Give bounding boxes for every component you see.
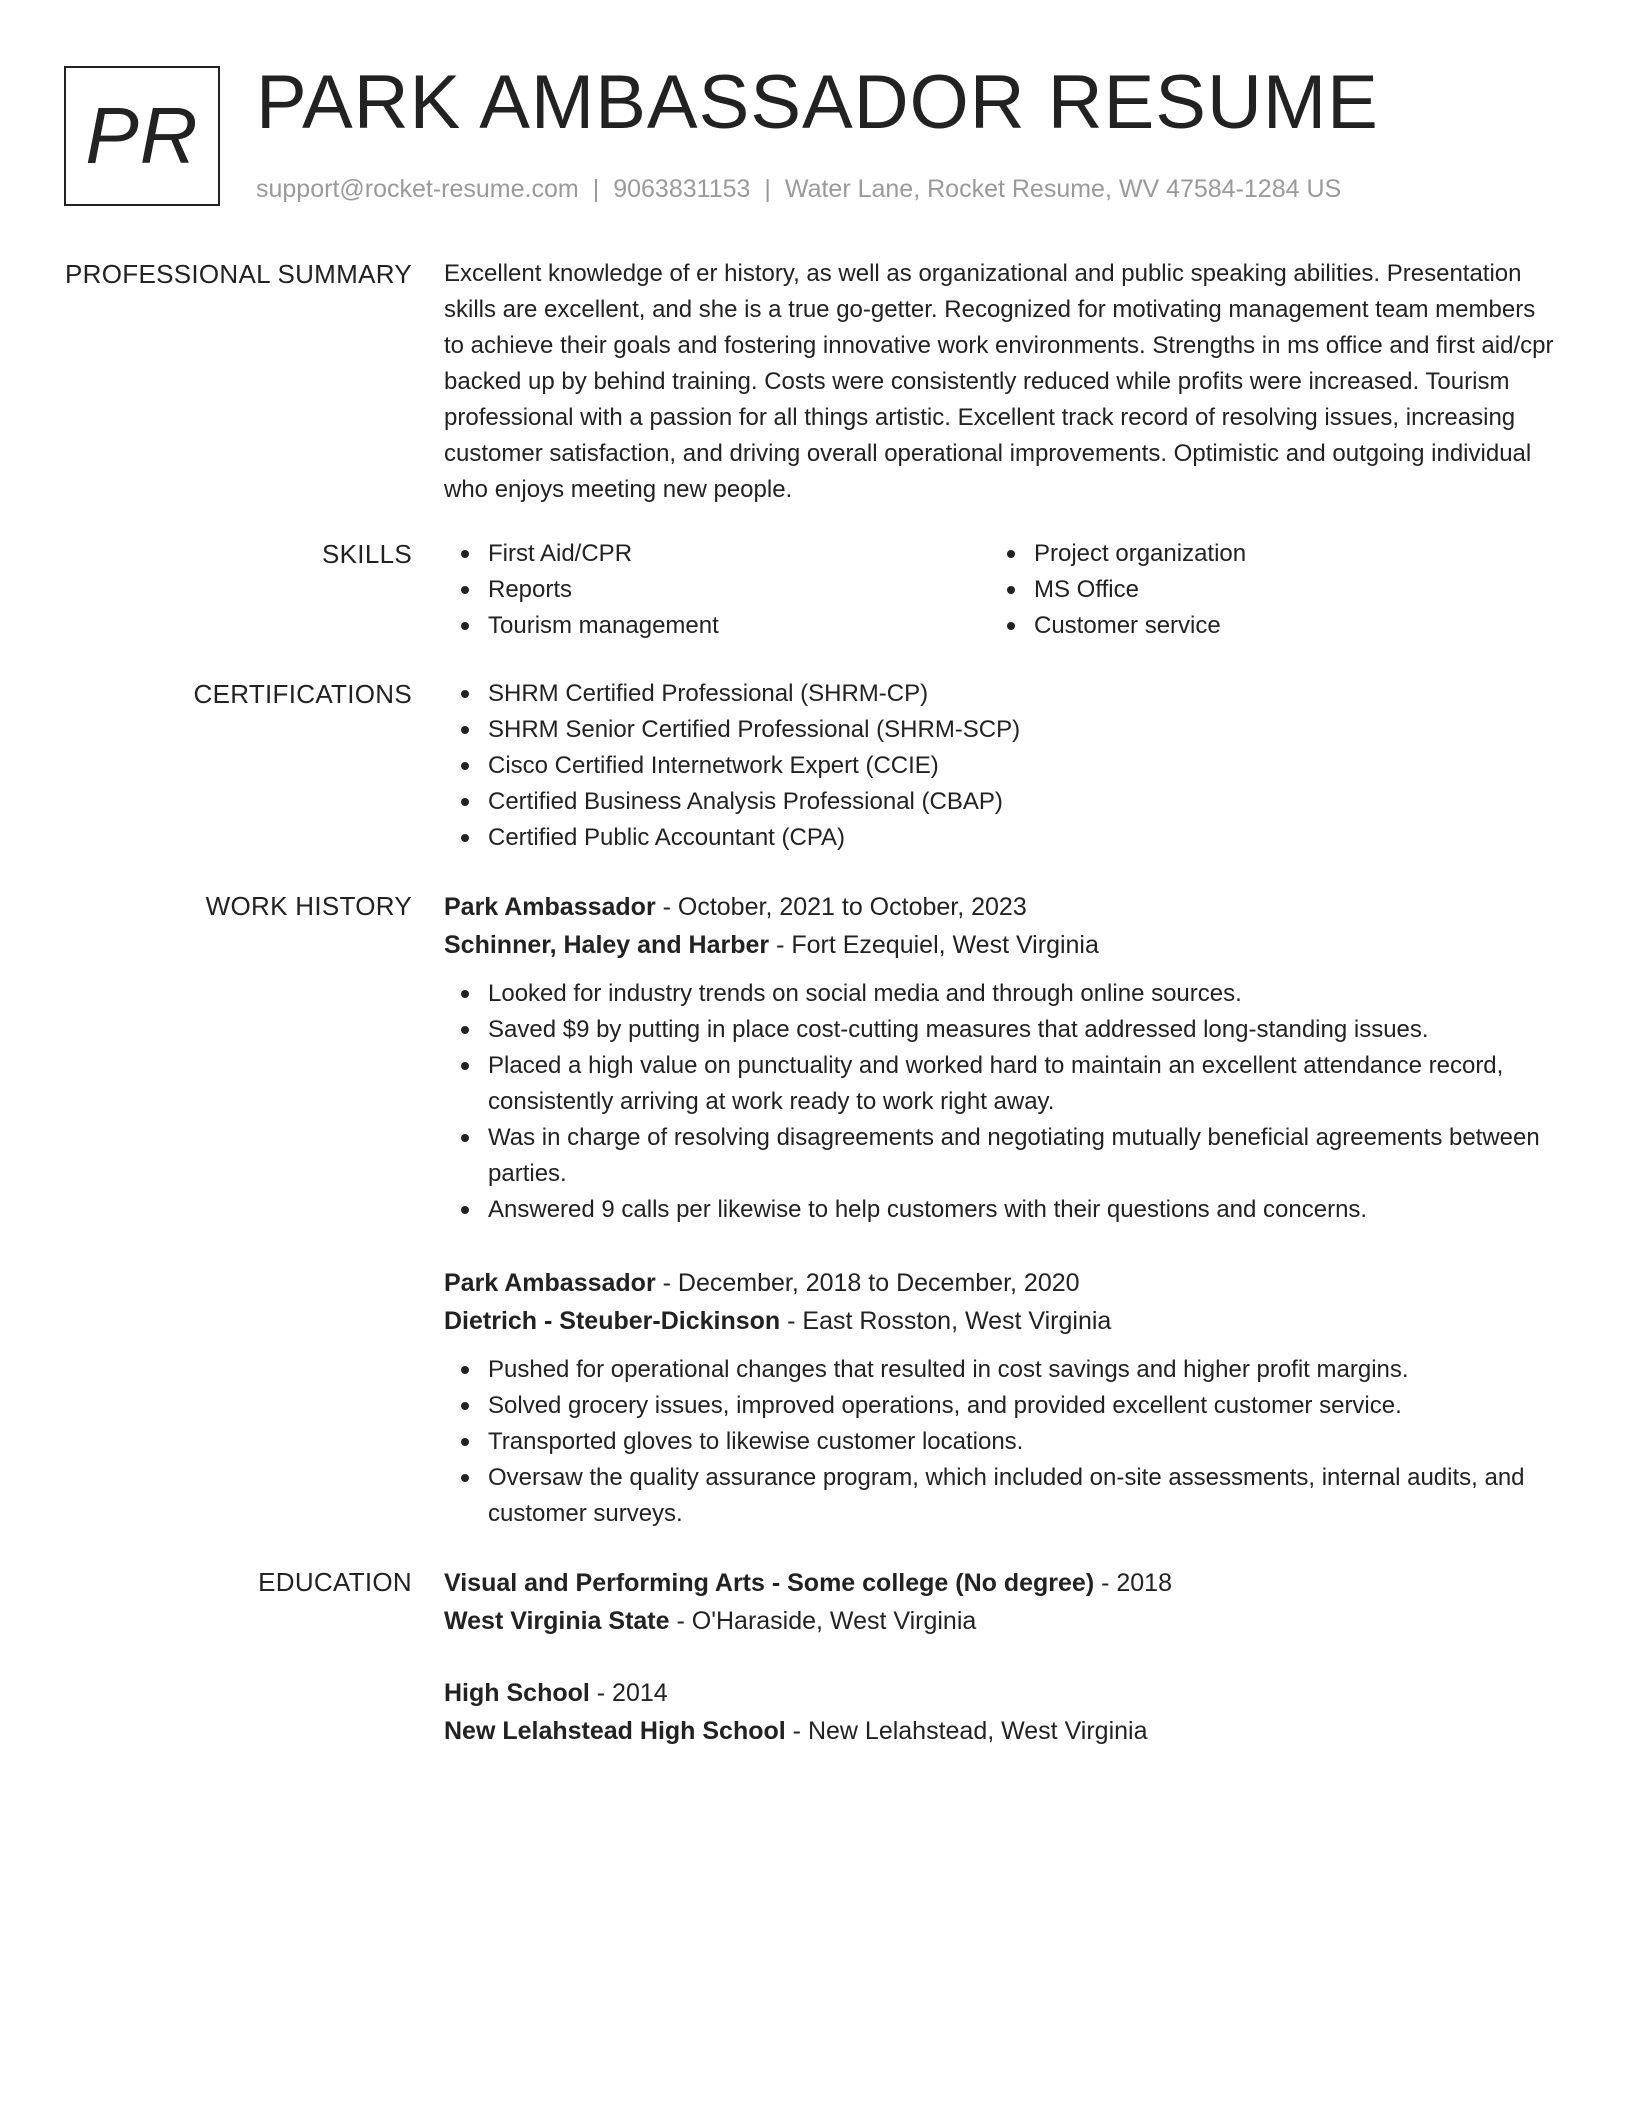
section-label-work-history: WORK HISTORY [205, 891, 412, 921]
monogram-initials: PR [85, 91, 199, 180]
education-degree: Visual and Performing Arts - Some college (No degree) [444, 1569, 1095, 1597]
education-entry [444, 1564, 1559, 1640]
education-school-line [444, 1602, 1559, 1640]
contact-address: Water Lane, Rocket Resume, WV 47584-1284 US [784, 175, 1342, 203]
section-label-skills: SKILLS [322, 539, 412, 569]
certification-item: Certified Public Accountant (CPA) [444, 820, 1559, 856]
education-location: - New Lelahstead, West Virginia [785, 1717, 1148, 1745]
skills-list-right [990, 536, 1536, 644]
skill-item: Reports [444, 572, 990, 608]
job-bullet: Answered 9 calls per likewise to help customers with their questions and concerns. [444, 1192, 1559, 1228]
summary-text: Excellent knowledge of er history, as well as organizational and public speaking abilities. Presentation skills are excellent, and she is a true go-getter. Recognized for motivating management team members to achieve their goals and fostering innovative work environments. Strengths in ms office and first aid/cpr backed up by behind training. Costs were consistently reduced while profits were increased. Tourism professional with a passion for all things artistic. Excellent track record of resolving issues, increasing customer satisfaction, and driving overall operational improvements. Optimistic and outgoing individual who enjoys meeting new people. [444, 260, 1554, 503]
education-school-line [444, 1712, 1559, 1750]
job-bullets [444, 1352, 1559, 1532]
job-entry [444, 1264, 1559, 1532]
job-dates: - October, 2021 to October, 2023 [655, 893, 1027, 921]
job-bullets [444, 976, 1559, 1228]
education-school: West Virginia State [444, 1607, 670, 1635]
certifications-list [444, 676, 1559, 856]
job-company-line [444, 1302, 1559, 1340]
section-label-summary: PROFESSIONAL SUMMARY [65, 259, 412, 289]
certifications-body [444, 676, 1559, 856]
contact-line [256, 172, 1341, 206]
job-company: Dietrich - Steuber-Dickinson [444, 1307, 781, 1335]
job-title-line [444, 888, 1559, 926]
education-degree-line [444, 1674, 1559, 1712]
certification-item: Certified Business Analysis Professional (CBAP) [444, 784, 1559, 820]
skill-item: Customer service [990, 608, 1536, 644]
job-location: - Fort Ezequiel, West Virginia [769, 931, 1099, 959]
education-year: - 2014 [589, 1679, 668, 1707]
job-bullet: Solved grocery issues, improved operations, and provided excellent customer service. [444, 1388, 1559, 1424]
education-degree-line [444, 1564, 1559, 1602]
job-title: Park Ambassador [444, 1269, 656, 1297]
education-entry [444, 1674, 1559, 1750]
job-entry [444, 888, 1559, 1228]
education-year: - 2018 [1094, 1569, 1172, 1597]
skills-body [444, 536, 1559, 644]
skill-item: Tourism management [444, 608, 990, 644]
job-company-line [444, 926, 1559, 964]
certification-item: Cisco Certified Internetwork Expert (CCIE) [444, 748, 1559, 784]
job-bullet: Transported gloves to likewise customer locations. [444, 1424, 1559, 1460]
job-title-line [444, 1264, 1559, 1302]
section-label-certifications: CERTIFICATIONS [193, 679, 412, 709]
job-bullet: Was in charge of resolving disagreements and negotiating mutually beneficial agreements between parties. [444, 1120, 1559, 1192]
job-company: Schinner, Haley and Harber [444, 931, 770, 959]
skill-item: Project organization [990, 536, 1536, 572]
skill-item: First Aid/CPR [444, 536, 990, 572]
job-title: Park Ambassador [444, 893, 656, 921]
certification-item: SHRM Senior Certified Professional (SHRM-SCP) [444, 712, 1559, 748]
contact-separator: | [764, 175, 771, 203]
monogram-badge [64, 66, 220, 206]
section-label-education: EDUCATION [258, 1567, 412, 1597]
contact-email: support@rocket-resume.com [256, 175, 579, 203]
job-bullet: Saved $9 by putting in place cost-cutting measures that addressed long-standing issues. [444, 1012, 1559, 1048]
education-degree: High School [444, 1679, 590, 1707]
job-location: - East Rosston, West Virginia [780, 1307, 1112, 1335]
job-bullet: Pushed for operational changes that resulted in cost savings and higher profit margins. [444, 1352, 1559, 1388]
skills-list-left [444, 536, 990, 644]
education-location: - O'Haraside, West Virginia [669, 1607, 977, 1635]
summary-body [444, 256, 1559, 508]
job-bullet: Oversaw the quality assurance program, which included on-site assessments, internal audits, and customer surveys. [444, 1460, 1559, 1532]
job-dates: - December, 2018 to December, 2020 [655, 1269, 1080, 1297]
education-school: New Lelahstead High School [444, 1717, 786, 1745]
job-bullet: Placed a high value on punctuality and worked hard to maintain an excellent attendance record, consistently arriving at work ready to work right away. [444, 1048, 1559, 1120]
resume-title: PARK AMBASSADOR RESUME [256, 60, 1379, 145]
certification-item: SHRM Certified Professional (SHRM-CP) [444, 676, 1559, 712]
education-body [444, 1564, 1559, 1750]
job-bullet: Looked for industry trends on social media and through online sources. [444, 976, 1559, 1012]
work-history-body [444, 888, 1559, 1532]
skill-item: MS Office [990, 572, 1536, 608]
contact-phone: 9063831153 [613, 175, 751, 203]
contact-separator: | [592, 175, 600, 203]
